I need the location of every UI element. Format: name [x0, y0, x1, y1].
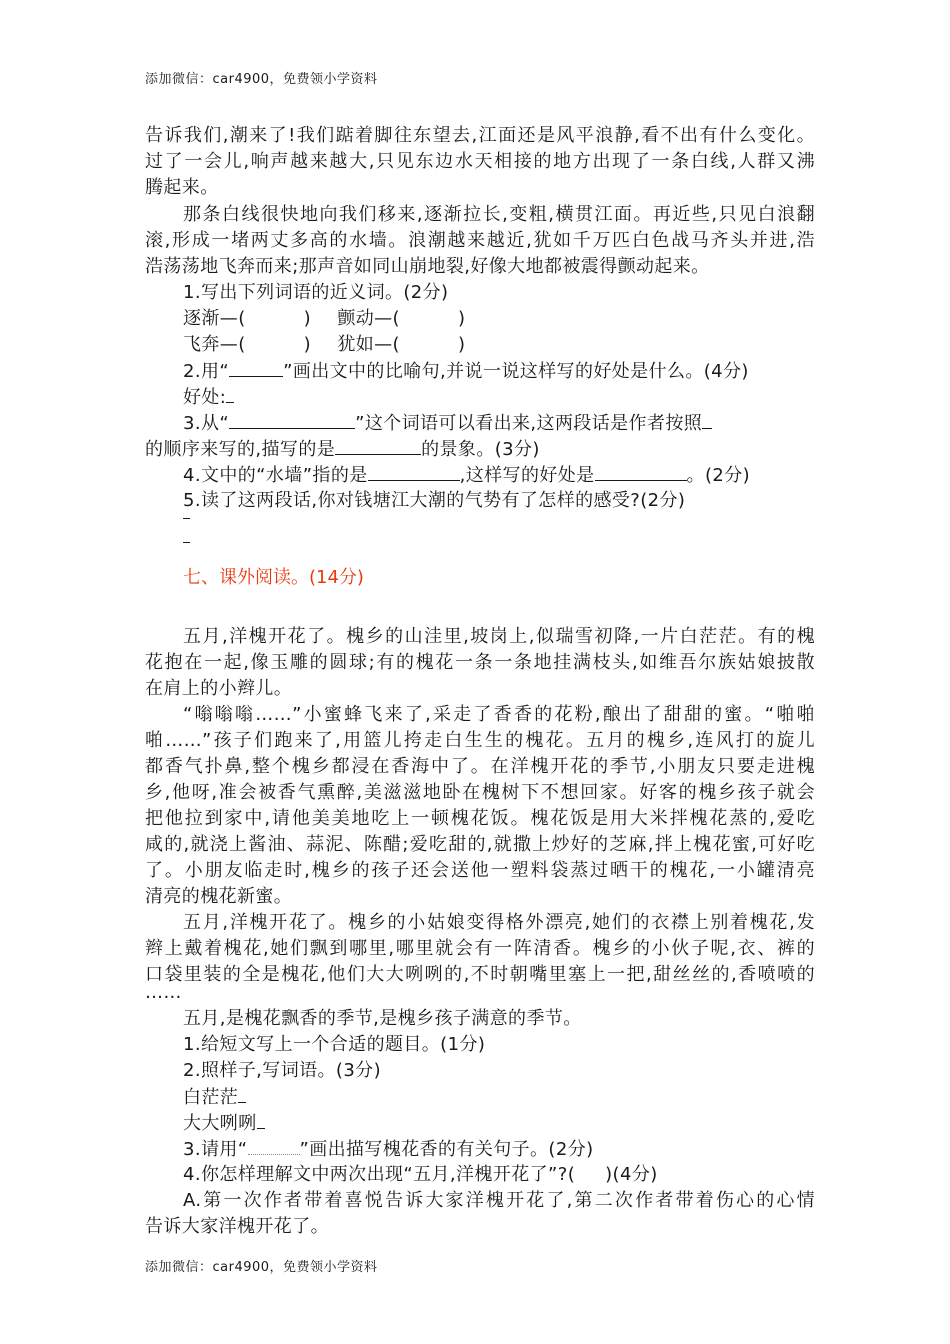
q4-blank-1[interactable] [368, 462, 460, 481]
q1-word: 飞奔—( [183, 334, 246, 355]
reading-question-3: 3.请用“ ”画出描写槐花香的有关句子。(2分) [183, 1136, 853, 1162]
reading-question-1: 1.给短文写上一个合适的题目。(1分) [183, 1034, 486, 1055]
question-3: 3.从“ ”这个词语可以看出来,这两段话是作者按照 [183, 410, 815, 436]
passage-line: 浩荡荡地飞奔而来;那声音如同山崩地裂,好像大地都被震得颤动起来。 [145, 256, 710, 277]
passage-line: 滚,形成一堵两丈多高的水墙。浪潮越来越近,犹如千万匹白色战马齐头并进,浩 [145, 230, 815, 251]
reading-line: 五月,洋槐开花了。槐乡的山洼里,坡岗上,似瑞雪初降,一片白茫茫。有的槐 [183, 626, 815, 647]
passage-line: 那条白线很快地向我们移来,逐渐拉长,变粗,横贯江面。再近些,只见白浪翻 [183, 204, 815, 225]
reading-line: 把他拉到家中,请他美美地吃上一顿槐花饭。槐花饭是用大米拌槐花蒸的,爱吃 [145, 808, 815, 829]
question-3-cont: 的顺序来写的,描写的是 的景象。(3分) [145, 436, 815, 462]
question-5: 5.读了这两段话,你对钱塘江大潮的气势有了怎样的感受?(2分) [183, 490, 686, 511]
q3-blank-1[interactable] [229, 410, 355, 429]
reading-line: 在肩上的小辫儿。 [145, 678, 293, 699]
passage-line: 过了一会儿,响声越来越大,只见东边水天相接的地方出现了一条白线,人群又沸 [145, 151, 815, 172]
q4-blank-2[interactable] [595, 462, 687, 481]
example-blank[interactable] [238, 1084, 246, 1103]
passage-line: 腾起来。 [145, 177, 219, 198]
option-a-cont: 告诉大家洋槐开花了。 [145, 1216, 329, 1237]
q1-word: 颤动—( [337, 308, 400, 329]
reading-line: 啪……”孩子们跑来了,用篮儿挎走白生生的槐花。五月的槐乡,连风打的旋儿 [145, 730, 815, 751]
example-word: 大大咧咧 [183, 1110, 853, 1136]
answer-line[interactable] [183, 518, 190, 519]
reading-line: 清亮的槐花新蜜。 [145, 886, 293, 907]
page-header: 添加微信：car4900，免费领小学资料 [145, 72, 378, 87]
option-a: A.第一次作者带着喜悦告诉大家洋槐开花了,第二次作者带着伤心的心情 [183, 1190, 815, 1211]
reading-line: 了。小朋友临走时,槐乡的孩子还会送他一塑料袋蒸过晒干的槐花,一小罐清亮 [145, 860, 815, 881]
q1-word: 逐渐—( [183, 308, 246, 329]
q2-underline [229, 358, 283, 377]
reading-line: 五月,洋槐开花了。槐乡的小姑娘变得格外漂亮,她们的衣襟上别着槐花,发 [183, 912, 815, 933]
reading-line: 花抱在一起,像玉雕的圆球;有的槐花一条一条地挂满枝头,如维吾尔族姑娘披散 [145, 652, 815, 673]
reading-question-4: 4.你怎样理解文中两次出现“五月,洋槐开花了”?( )(4分) [183, 1164, 658, 1185]
reading-line: 咸的,就浇上酱油、蒜泥、陈醋;爱吃甜的,就撒上炒好的芝麻,拌上槐花蜜,可好吃 [145, 834, 815, 855]
reading-line: 乡,他呀,准会被香气熏醉,美滋滋地卧在槐树下不想回家。好客的槐乡孩子就会 [145, 782, 815, 803]
reading-line: 都香气扑鼻,整个槐乡都浸在香海中了。在洋槐开花的季节,小朋友只要走进槐 [145, 756, 815, 777]
q2-answer: 好处: [183, 384, 853, 410]
question-4: 4.文中的“水墙”指的是 ,这样写的好处是 。(2分) [183, 462, 853, 488]
reading-line: 五月,是槐花飘香的季节,是槐乡孩子满意的季节。 [183, 1008, 582, 1029]
reading-line: 辫上戴着槐花,她们飘到哪里,哪里就会有一阵清香。槐乡的小伙子呢,衣、裤的 [145, 938, 815, 959]
section-heading: 七、课外阅读。(14分) [183, 567, 364, 588]
q1-row-2: 飞奔—( ) 犹如—( ) [183, 334, 466, 355]
q1-row-1: 逐渐—( ) 颤动—( ) [183, 308, 466, 329]
reading-line: 口袋里装的全是槐花,他们大大咧咧的,不时朝嘴里塞上一把,甜丝丝的,香喷喷的 [145, 964, 815, 985]
q3-blank-2[interactable] [702, 410, 712, 429]
reading-line: …… [145, 982, 182, 1003]
passage-line: 告诉我们,潮来了!我们踮着脚往东望去,江面还是风平浪静,看不出有什么变化。 [145, 125, 815, 146]
q1-word: 犹如—( [337, 334, 400, 355]
page-footer: 添加微信：car4900，免费领小学资料 [145, 1260, 378, 1275]
q2-answer-blank[interactable] [226, 384, 234, 403]
question-1: 1.写出下列词语的近义词。(2分) [183, 282, 449, 303]
question-2: 2.用“ ”画出文中的比喻句,并说一说这样写的好处是什么。(4分) [183, 358, 853, 384]
wavy-underline [248, 1136, 300, 1155]
q3-blank-3[interactable] [335, 436, 421, 455]
reading-question-2: 2.照样子,写词语。(3分) [183, 1060, 381, 1081]
example-word: 白茫茫 [183, 1084, 853, 1110]
reading-line: “嗡嗡嗡……”小蜜蜂飞来了,采走了香香的花粉,酿出了甜甜的蜜。“啪啪 [183, 704, 815, 725]
example-blank[interactable] [257, 1110, 265, 1129]
answer-line[interactable] [183, 542, 190, 543]
